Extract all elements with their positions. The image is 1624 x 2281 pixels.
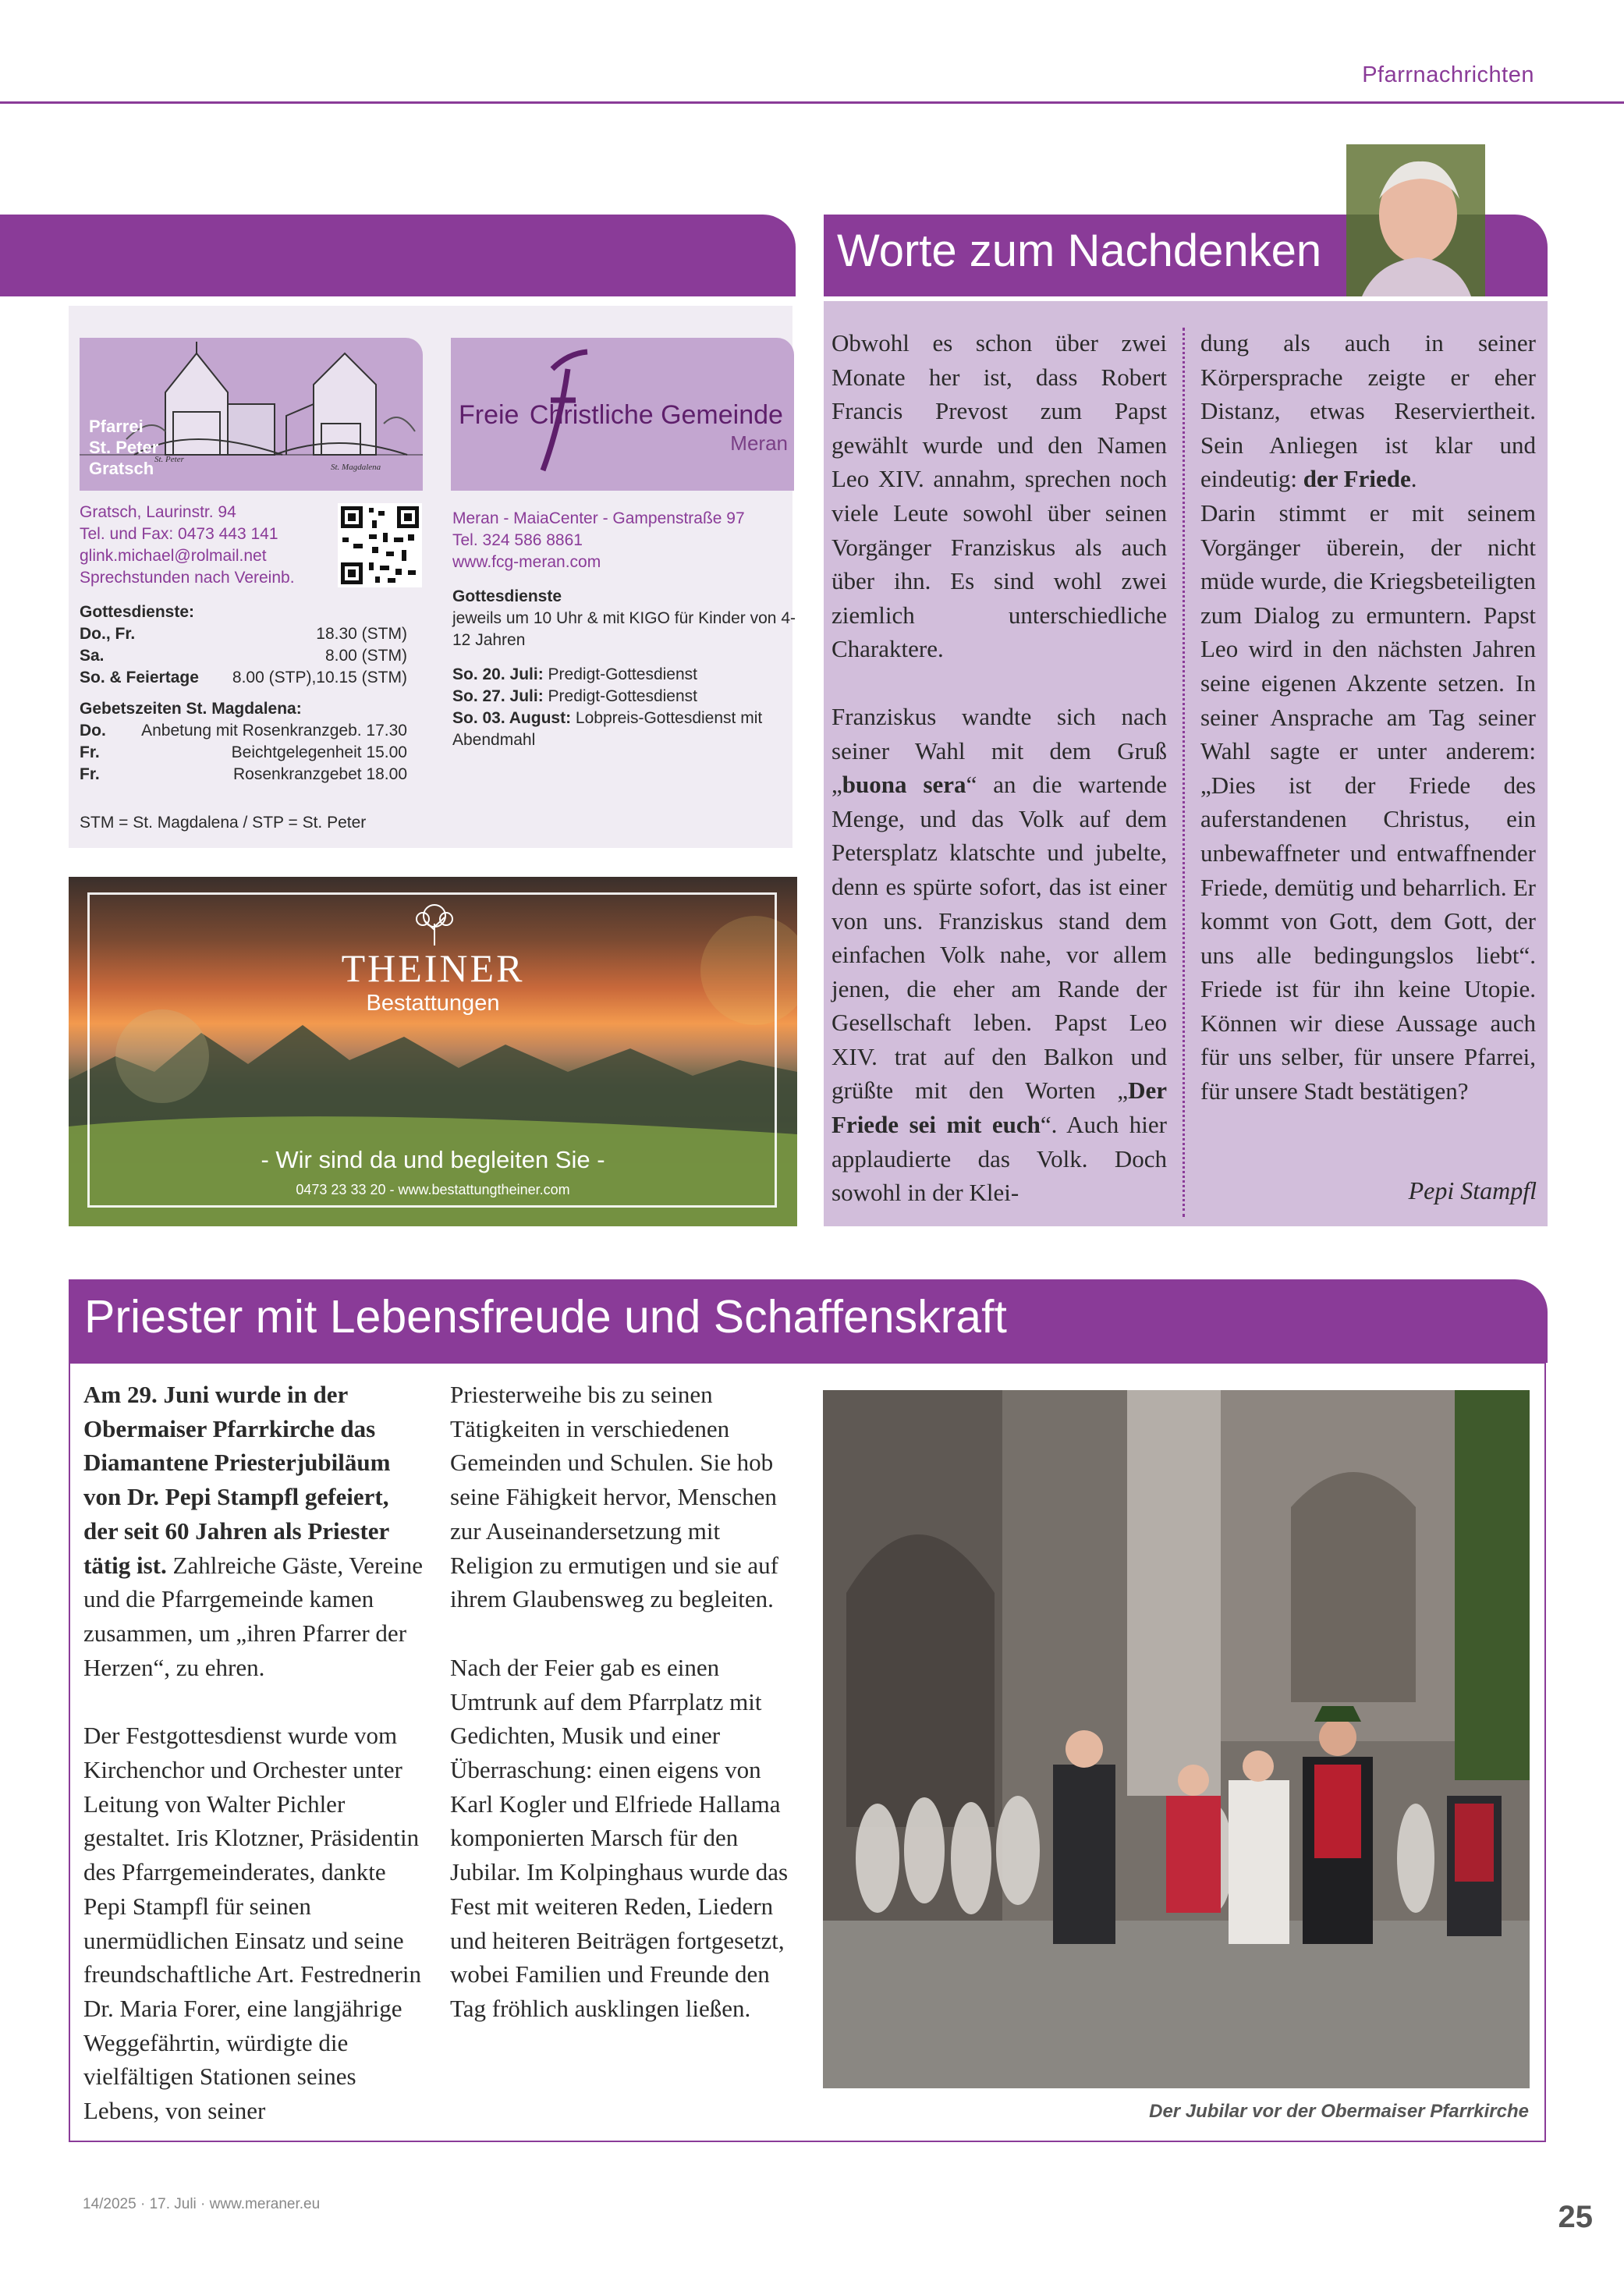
service-time: 18.30 (STM) xyxy=(316,625,407,643)
parish-email[interactable]: glink.michael@rolmail.net xyxy=(80,547,267,565)
page-number: 25 xyxy=(1558,2200,1593,2234)
service-day: So. & Feiertage xyxy=(80,669,199,686)
service-time: 8.00 (STP),10.15 (STM) xyxy=(232,669,407,686)
fcg-event: Predigt-Gottesdienst xyxy=(548,687,697,705)
parish-name xyxy=(89,416,158,479)
fcg-services-heading: Gottesdienste xyxy=(452,587,562,605)
qr-code-icon[interactable] xyxy=(338,503,422,587)
funeral-ad[interactable] xyxy=(69,877,797,1226)
fcg-info xyxy=(452,508,796,751)
fcg-date: So. 27. Juli: xyxy=(452,687,544,705)
article-paragraph: Der Festgottesdienst wurde vom Kirchenchor und Orchester unter Leitung von Walter Pichler gestaltet. Iris Klotzner, Präsidentin des Pfarrgemeinderates, dankte Pepi Stampfl für seinen unermüdlichen Einsatz und seine freundschaftliche Art. Festrednerin Dr. Maria Forer, eine langjährige Weggefährtin, würdigte die vielfältigen Stationen seines Lebens, von seiner xyxy=(83,1722,421,2125)
reflection-column-2 xyxy=(1200,326,1536,1109)
article-column-2 xyxy=(450,1378,798,2026)
jubilee-photo xyxy=(823,1390,1530,2088)
header-rule xyxy=(0,101,1624,104)
parish-address: Gratsch, Laurinstr. 94 xyxy=(80,503,236,521)
ad-slogan: - Wir sind da und begleiten Sie - xyxy=(261,1146,605,1173)
service-row xyxy=(80,645,407,667)
reflection-author: Pepi Stampfl xyxy=(1408,1176,1537,1204)
fcg-logo-tile xyxy=(451,338,794,491)
parish-name-line: St. Peter xyxy=(89,438,159,457)
reflection-paragraph xyxy=(1200,326,1536,496)
ad-brand: THEINER xyxy=(341,946,525,990)
reflection-paragraph xyxy=(832,700,1167,1210)
fcg-event: Lobpreis-Gottesdienst mit Abendmahl xyxy=(452,709,763,749)
author-portrait xyxy=(1346,144,1485,296)
service-row xyxy=(80,667,407,689)
parish-name-line: Pfarrei xyxy=(89,417,144,436)
photo-caption: Der Jubilar vor der Obermaiser Pfarrkirche xyxy=(1149,2101,1529,2122)
sketch-label-stmagdalena: St. Magdalena xyxy=(331,463,381,472)
emphasis-text: Der Friede sei mit euch xyxy=(832,1077,1167,1139)
prayer-row xyxy=(80,720,407,742)
service-day: Do., Fr. xyxy=(80,625,136,643)
text-run: Franziskus wandte sich nach seiner Wahl mit dem Gruß „ xyxy=(832,702,1167,799)
fcg-logo-word2: Christliche Gemeinde xyxy=(529,400,783,430)
fcg-website[interactable]: www.fcg-meran.com xyxy=(452,553,601,571)
reflection-title: Worte zum Nachdenken xyxy=(837,225,1322,276)
tree-logo-icon xyxy=(407,902,462,945)
fcg-date: So. 20. Juli: xyxy=(452,665,544,683)
fcg-date-row xyxy=(452,708,796,751)
prayer-day: Do. xyxy=(80,722,106,740)
fcg-date: So. 03. August: xyxy=(452,709,572,727)
parish-contact xyxy=(80,502,329,589)
parish-phone: Tel. und Fax: 0473 443 141 xyxy=(80,525,278,543)
ad-subtitle: Bestattungen xyxy=(366,991,500,1016)
fcg-event: Predigt-Gottesdienst xyxy=(548,665,697,683)
fcg-logo-text xyxy=(459,400,783,431)
section-label: Pfarrnachrichten xyxy=(1362,62,1534,87)
prayer-heading: Gebetszeiten St. Magdalena: xyxy=(80,700,302,718)
fcg-logo-city: Meran xyxy=(730,431,788,455)
church-legend: STM = St. Magdalena / STP = St. Peter xyxy=(80,814,367,832)
service-time: 8.00 (STM) xyxy=(324,647,407,665)
reflection-paragraph: Darin stimmt er mit seinem Vorgänger überein, der nicht müde wurde, die Kriegsbeteiligten zum Dialog zu ermuntern. Papst Leo wird in den nächsten Jahren seine eigenen Akzente setzen. In seiner Ansprache am Tag seiner Wahl sagte er unter anderem: „Dies ist der Friede des auferstandenen Christus, ein unbewaffneter und entwaffnender Friede, demütig und beharrlich. Er kommt von Gott, dem Gott, der uns alle bedingungslos liebt“. Friede ist für ihn keine Utopie. Können wir diese Aussage auch für uns selber, für unsere Pfarrei, für unsere Stadt bestätigen? xyxy=(1200,498,1536,1105)
fcg-logo-word1: Freie xyxy=(459,400,519,430)
text-run: . xyxy=(1410,465,1417,493)
fcg-date-row xyxy=(452,664,796,686)
parish-services xyxy=(80,601,407,834)
text-run: “ an die wartende Menge, und das Volk auf dem Petersplatz klatschte und jubelte, denn es spürte sofort, das ist einer von uns. Franziskus stand dem einfachen Volk nahe, vor allem jenen, die eher am Rande der Gesellschaft leben. Papst Leo XIV. trat auf den Balkon und grüßte mit den Worten „ xyxy=(832,771,1167,1105)
text-run: dung als auch in seiner Körpersprache zeigte er eher Distanz, etwas Reserviertheit. Sein Anliegen ist klar und eindeutig: xyxy=(1200,329,1536,493)
column-divider xyxy=(1183,328,1185,1217)
prayer-row xyxy=(80,742,407,764)
reflection-column-1 xyxy=(832,326,1167,1210)
article-paragraph: Nach der Feier gab es einen Umtrunk auf dem Pfarrplatz mit Gedichten, Musik und einer Überraschung: einen eigens von Karl Kogler und Elfriede Hallama komponierten Marsch für den Jubilar. Im Kolpinghaus wurde das Fest mit weiteren Reden, Liedern und heiteren Beiträgen fortgesetzt, wobei Familien und Freunde den Tag fröhlich ausklingen ließen. xyxy=(450,1653,789,2022)
text-run: “. Auch hier applaudierte das Volk. Doch sowohl in der Klei- xyxy=(832,1111,1168,1207)
service-row xyxy=(80,623,407,645)
reflection-paragraph: Obwohl es schon über zwei Monate her ist, dass Robert Francis Prevost zum Papst gewählt wurde und den Namen Leo XIV. annahm, sprechen noch viele Leute sowohl über seinen Vorgänger Franziskus als auch über ihn. Es sind wohl zwei ziemlich unterschiedliche Charaktere. xyxy=(832,329,1167,663)
prayer-row xyxy=(80,764,407,786)
services-heading: Gottesdienste: xyxy=(80,603,195,621)
emphasis-text: der Friede xyxy=(1303,465,1411,493)
parish-office-hours: Sprechstunden nach Vereinb. xyxy=(80,569,295,587)
left-section-bar xyxy=(0,215,796,296)
ad-contact[interactable]: 0473 23 33 20 - www.bestattungtheiner.com xyxy=(296,1182,570,1197)
article-title: Priester mit Lebensfreude und Schaffenskraft xyxy=(84,1291,1007,1343)
footer-issue: 14/2025 · 17. Juli · www.meraner.eu xyxy=(83,2196,321,2212)
article-lead xyxy=(83,1378,424,1684)
fcg-services-text: jeweils um 10 Uhr & mit KIGO für Kinder von 4-12 Jahren xyxy=(452,609,796,649)
article-paragraph: Priesterweihe bis zu seinen Tätigkeiten in verschiedenen Gemeinden und Schulen. Sie hob seine Fähigkeit hervor, Menschen zur Auseinandersetzung mit Religion zu ermutigen und sie auf ihrem Glaubensweg zu begleiten. xyxy=(450,1381,778,1613)
fcg-date-row xyxy=(452,686,796,708)
prayer-what: Anbetung mit Rosenkranzgeb. 17.30 xyxy=(141,722,407,740)
prayer-what: Rosenkranzgebet 18.00 xyxy=(233,765,407,783)
text-run: Zahlreiche Gäste, Vereine und die Pfarrgemeinde kamen zusammen, um „ihren Pfarrer der Herzen“, zu ehren. xyxy=(83,1551,423,1681)
service-day: Sa. xyxy=(80,647,105,665)
prayer-day: Fr. xyxy=(80,765,100,783)
lead-bold: Am 29. Juni wurde in der Obermaiser Pfarrkirche das Diamantene Priesterjubiläum von Dr. Pepi Stampfl gefeiert, der seit 60 Jahren als Priester tätig ist. xyxy=(83,1381,391,1579)
crowd-photo-image xyxy=(823,1390,1530,2088)
prayer-what: Beichtgelegenheit 15.00 xyxy=(231,743,407,761)
parish-logo-tile xyxy=(80,338,423,491)
fcg-address: Meran - MaiaCenter - Gampenstraße 97 xyxy=(452,509,745,527)
sketch-label-stpeter: St. Peter xyxy=(154,455,184,464)
fcg-phone: Tel. 324 586 8861 xyxy=(452,531,583,549)
prayer-day: Fr. xyxy=(80,743,100,761)
emphasis-text: buona sera xyxy=(842,771,966,799)
parish-name-line: Gratsch xyxy=(89,459,154,478)
article-column-1 xyxy=(83,1378,424,2128)
